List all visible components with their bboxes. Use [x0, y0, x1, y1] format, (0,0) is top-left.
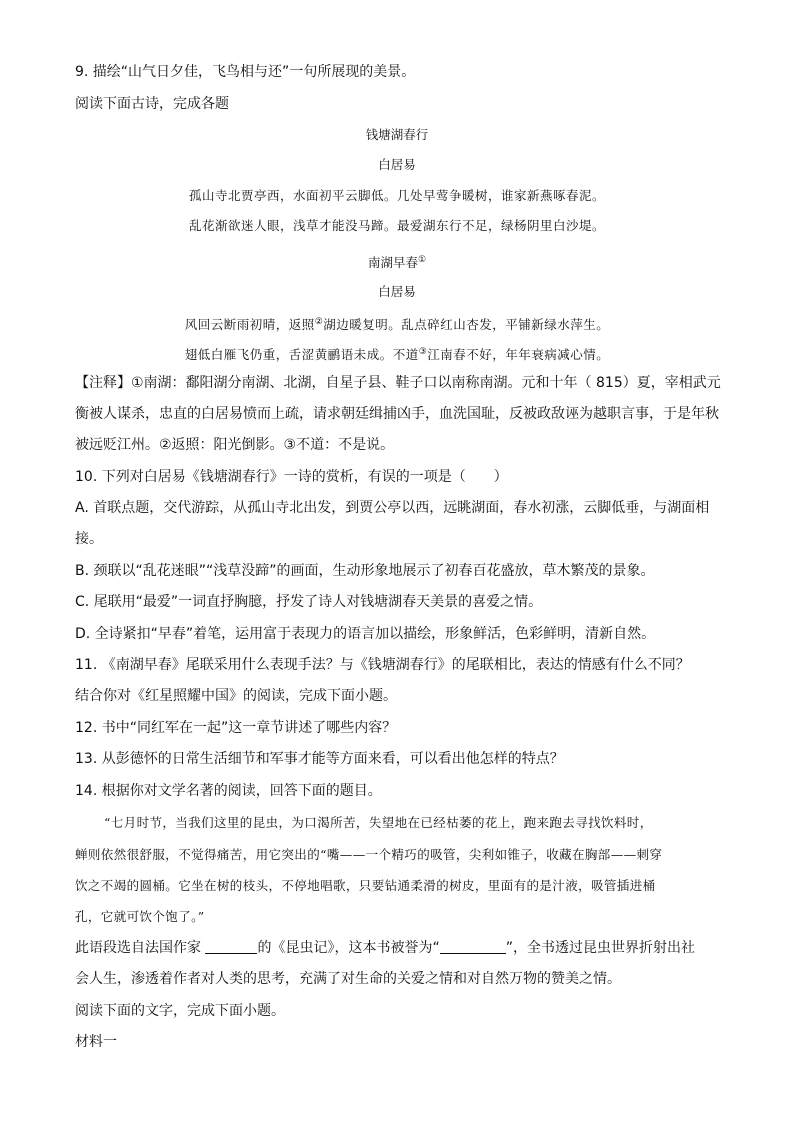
- option-c: C. 尾联用“最爱”一词直抒胸臆，抒发了诗人对钱塘湖春天美景的喜爱之情。: [75, 594, 543, 610]
- quote-line-4: 孔，它就可饮个饱了。”: [75, 909, 205, 924]
- option-b: B. 颈联以“乱花迷眼”“浅草没蹄”的画面，生动形象地展示了初春百花盛放，草木繁茂的景象。: [75, 563, 655, 579]
- note-line-1: 【注释】①南湖：鄱阳湖分南湖、北湖，自星子县、鞋子口以南称南湖。元和十年（ 815）夏，宰相武元: [75, 375, 721, 391]
- option-a-line-2: 接。: [75, 531, 103, 547]
- author-blank[interactable]: [205, 939, 257, 954]
- poem1-title: 钱塘湖春行: [365, 127, 429, 142]
- poem2-title-text: 南湖早春: [367, 255, 418, 271]
- poem1-line-2: 乱花渐欲迷人眼，浅草才能没马蹄。最爱湖东行不足，绿杨阴里白沙堤。: [188, 218, 605, 233]
- book-instruction: 结合你对《红星照耀中国》的阅读，完成下面小题。: [75, 688, 397, 704]
- fill-text-1: 此语段选自法国作家: [75, 940, 206, 956]
- poem2-line-2a: 翅低白雁飞仍重，舌涩黄鹂语未成。不道: [184, 347, 419, 363]
- note-marker-2: ②: [314, 317, 324, 327]
- question-12: 12. 书中“同红军在一起”这一章节讲述了哪些内容？: [75, 720, 397, 736]
- note-line-2: 衡被人谋杀，忠直的白居易愤而上疏，请求朝廷缉捕凶手，血洗国耻，反被政敌诬为越职言事，于是年秋: [75, 406, 719, 422]
- poem2-author: 白居易: [378, 284, 416, 299]
- quote-line-1: “七月时节，当我们这里的昆虫，为口渴所苦，失望地在已经枯萎的花上，跑来跑去寻找饮料时，: [104, 815, 653, 830]
- question-9: 9. 描绘“山气日夕佳，飞鸟相与还”一句所展现的美景。: [75, 64, 416, 80]
- poem2-line-2b: 江南春不好，年年衰病减心情。: [427, 347, 610, 363]
- question-14-fill: [75, 938, 724, 958]
- poem2-line-1b: 湖边暖复明。乱点碎红山杏发，平铺新绿水萍生。: [323, 317, 610, 333]
- question-11: 11. 《南湖早春》尾联采用什么表现手法？与《钱塘湖春行》的尾联相比，表达的情感有什么不同？: [75, 657, 690, 673]
- question-10: 10. 下列对白居易《钱塘湖春行》一诗的赏析，有误的一项是（ ）: [75, 469, 508, 485]
- question-14-fill-line-2: 会人生，渗透着作者对人类的思考，充满了对生命的关爱之情和对自然万物的赞美之情。: [75, 971, 621, 987]
- reading-instruction: 阅读下面的文字，完成下面小题。: [75, 1003, 285, 1019]
- poem2-line-2: [0, 342, 794, 365]
- poem1-author: 白居易: [378, 157, 416, 172]
- poem2-line-1: [0, 312, 794, 335]
- note-marker-3: ③: [418, 347, 428, 357]
- poem2-line-1a: 风回云断雨初晴，返照: [184, 317, 315, 333]
- poem2-title: [0, 250, 794, 273]
- quote-line-2: 蝉则依然很舒服，不觉得痛苦，用它突出的“嘴——一个精巧的吸管，尖利如锥子，收藏在胸部——刺穿: [75, 847, 663, 862]
- option-a-line-1: A. 首联点题，交代游踪，从孤山寺北出发，到贾公亭以西，远眺湖面，春水初涨，云脚低垂，与湖面相: [75, 500, 710, 516]
- title-blank[interactable]: [440, 939, 506, 954]
- note-marker-1: ①: [417, 255, 427, 265]
- fill-text-3: ”，全书透过昆虫世界折射出社: [505, 940, 695, 956]
- question-14: 14. 根据你对文学名著的阅读，回答下面的题目。: [75, 783, 382, 799]
- poem-instruction: 阅读下面古诗，完成各题: [75, 96, 229, 112]
- note-line-3: 被远贬江州。②返照：阳光倒影。③不道：不是说。: [75, 437, 395, 453]
- option-d: D. 全诗紧扣“早春”着笔，运用富于表现力的语言加以描绘，形象鲜活，色彩鲜明，清新自然。: [75, 626, 656, 642]
- material-1-heading: 材料一: [75, 1034, 117, 1050]
- fill-text-2: 的《昆虫记》，这本书被誉为“: [257, 940, 440, 956]
- quote-line-3: 饮之不竭的圆桶。它坐在树的枝头，不停地唱歌，只要钻通柔滑的树皮，里面有的是汁液，吸管插进桶: [75, 878, 656, 893]
- poem1-line-1: 孤山寺北贾亭西，水面初平云脚低。几处早莺争暖树，谁家新燕啄春泥。: [188, 188, 605, 203]
- question-13: 13. 从彭德怀的日常生活细节和军事才能等方面来看，可以看出他怎样的特点？: [75, 751, 564, 767]
